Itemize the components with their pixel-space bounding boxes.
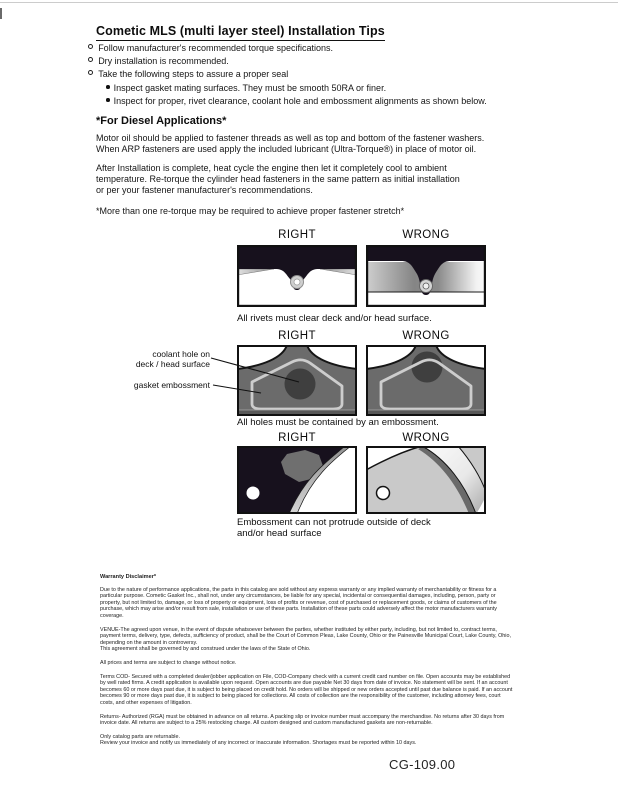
wrong-label: WRONG xyxy=(402,330,450,342)
diagram-rivet-right xyxy=(237,245,357,307)
filled-bullet-icon xyxy=(106,98,110,102)
caption-line: and/or head surface xyxy=(237,528,322,539)
disclaimer-paragraph: Due to the nature of performance applications, the parts in this catalog are sold without any express warranty or any implied warranty of merchantability or fitness for a particular purpose. Cometic Gasket Inc., shall not, under any circumstances, be liable for any special, incidental or consequential damages, including, person, party or property, but not limited to, damage, or loss of property or equipment, loss of profits or revenue, cost of purchased or replacement goods, or claims of customers of the purchase, which may arise and/or result from sale, installation or use of these parts. Installation of these parts could adversely affect the motor manufacturers warranty coverage. xyxy=(100,586,497,619)
diagram-protrusion-wrong xyxy=(366,446,486,514)
rivet-clearance-wrong-illustration xyxy=(366,245,486,307)
paragraph-line: Motor oil should be applied to fastener threads as well as top and bottom of the fastener washers. xyxy=(96,133,485,143)
tip-text: Take the following steps to assure a proper seal xyxy=(98,69,289,80)
warranty-disclaimer-section xyxy=(100,574,514,747)
diagram-embossment-right xyxy=(237,345,357,416)
right-label: RIGHT xyxy=(278,432,316,444)
annotation-line: deck / head surface xyxy=(135,358,210,369)
hollow-bullet-icon xyxy=(88,44,93,49)
disclaimer-paragraph: Returns- Authorized (RGA) must be obtained in advance on all returns. A packing slip or invoice number must accompany the merchandise. No returns after 30 days from invoice date. All returns are subject to a 25% restocking charge. All custom designed and custom manufactured gaskets are non-returnable. xyxy=(100,713,505,727)
page-title: Cometic MLS (multi layer steel) Installation Tips xyxy=(96,24,385,41)
disclaimer-heading: Warranty Disclaimer* xyxy=(100,574,157,580)
right-label: RIGHT xyxy=(278,229,316,241)
diagram-embossment-wrong xyxy=(366,345,486,416)
caption-line: Embossment can not protrude outside of deck xyxy=(237,517,431,528)
list-item xyxy=(106,95,568,108)
annotation-line: coolant hole on xyxy=(152,349,210,359)
list-item xyxy=(88,68,568,81)
diesel-paragraph-2 xyxy=(96,163,460,196)
retorque-note: *More than one re-torque may be required to achieve proper fastener stretch* xyxy=(96,206,405,216)
disclaimer-paragraph: Only catalog parts are returnable. xyxy=(100,733,181,740)
diagram-protrusion-right xyxy=(237,446,357,514)
paragraph-line: After Installation is complete, heat cycle the engine then let it completely cool to ambient xyxy=(96,163,447,173)
tip-text: Inspect for proper, rivet clearance, coolant hole and embossment alignments as shown below. xyxy=(113,95,487,106)
hollow-bullet-icon xyxy=(88,70,93,75)
hollow-bullet-icon xyxy=(88,57,93,62)
scan-artifact-topline xyxy=(0,2,618,3)
gasket-embossment-annotation: gasket embossment xyxy=(133,380,210,390)
tip-text: Follow manufacturer's recommended torque specifications. xyxy=(98,43,334,53)
row1-caption: All rivets must clear deck and/or head surface. xyxy=(237,313,432,324)
tips-list xyxy=(88,42,568,108)
list-item xyxy=(106,82,568,95)
list-item xyxy=(88,42,568,55)
disclaimer-paragraph: Review your invoice and notify us immediately of any incorrect or inaccurate information. Shortages must be reported within 10 days. xyxy=(100,740,417,747)
disclaimer-paragraph: This agreement shall be governed by and construed under the laws of the State of Ohio. xyxy=(100,646,311,653)
protrusion-wrong-illustration xyxy=(366,446,486,514)
wrong-label: WRONG xyxy=(402,432,450,444)
filled-bullet-icon xyxy=(106,85,110,89)
row2-caption: All holes must be contained by an embossment. xyxy=(237,417,439,428)
tip-text: Dry installation is recommended. xyxy=(98,56,229,67)
diagram-rivet-wrong xyxy=(366,245,486,307)
row3-caption xyxy=(237,517,431,539)
paragraph-line: or per your fastener manufacturer's recommendations. xyxy=(96,185,313,195)
hole-embossment-right-illustration xyxy=(237,345,357,416)
tip-text: Inspect gasket mating surfaces. They must be smooth 50RA or finer. xyxy=(113,82,387,93)
scan-artifact-mark xyxy=(0,8,2,19)
diesel-paragraph-1 xyxy=(96,133,484,155)
hole-embossment-wrong-illustration xyxy=(366,345,486,416)
paragraph-line: When ARP fasteners are used apply the included lubricant (Ultra-Torque®) in place of motor oil. xyxy=(96,144,477,154)
disclaimer-paragraph: Terms COD- Secured with a completed dealer/jobber application on File, COD-Company check with a current credit card number on file. Open accounts may be established by well rated firms. A credit application is available upon request. Open accounts are due payable Net 30 days from date of invoice. No statement will be sent. If an account becomes 60 or more days past due, it is subject to being placed on credit hold. No orders will be shipped or new orders accepted until past due balance is paid. If an account becomes 90 or more days past due, it is subject to being placed for collections. All costs of collection are the responsibility of the customer, including attorney fees, court costs, and other expenses of litigation. xyxy=(100,673,513,706)
rivet-clearance-right-illustration xyxy=(237,245,357,307)
disclaimer-paragraph: All prices and terms are subject to change without notice. xyxy=(100,659,237,666)
wrong-label: WRONG xyxy=(402,229,450,241)
paragraph-line: temperature. Re-torque the cylinder head fasteners in the same pattern as initial installation xyxy=(96,174,460,184)
diesel-section-heading: *For Diesel Applications* xyxy=(96,115,227,127)
page-code: CG-109.00 xyxy=(389,757,456,772)
protrusion-right-illustration xyxy=(237,446,357,514)
disclaimer-paragraph: VENUE-The agreed upon venue, in the event of dispute whatsoever between the parties, whether instituted by either party, including, but not limited to, contract terms, payment terms, delivery, type, defects, sufficiency of product, shall be the Court of Common Pleas, Lake County, Ohio or the Painesville Municipal Court, Lake County, Ohio, depending on the amount in controversy. xyxy=(100,626,511,646)
right-label: RIGHT xyxy=(278,330,316,342)
list-item xyxy=(88,55,568,68)
coolant-hole-annotation xyxy=(90,350,210,369)
